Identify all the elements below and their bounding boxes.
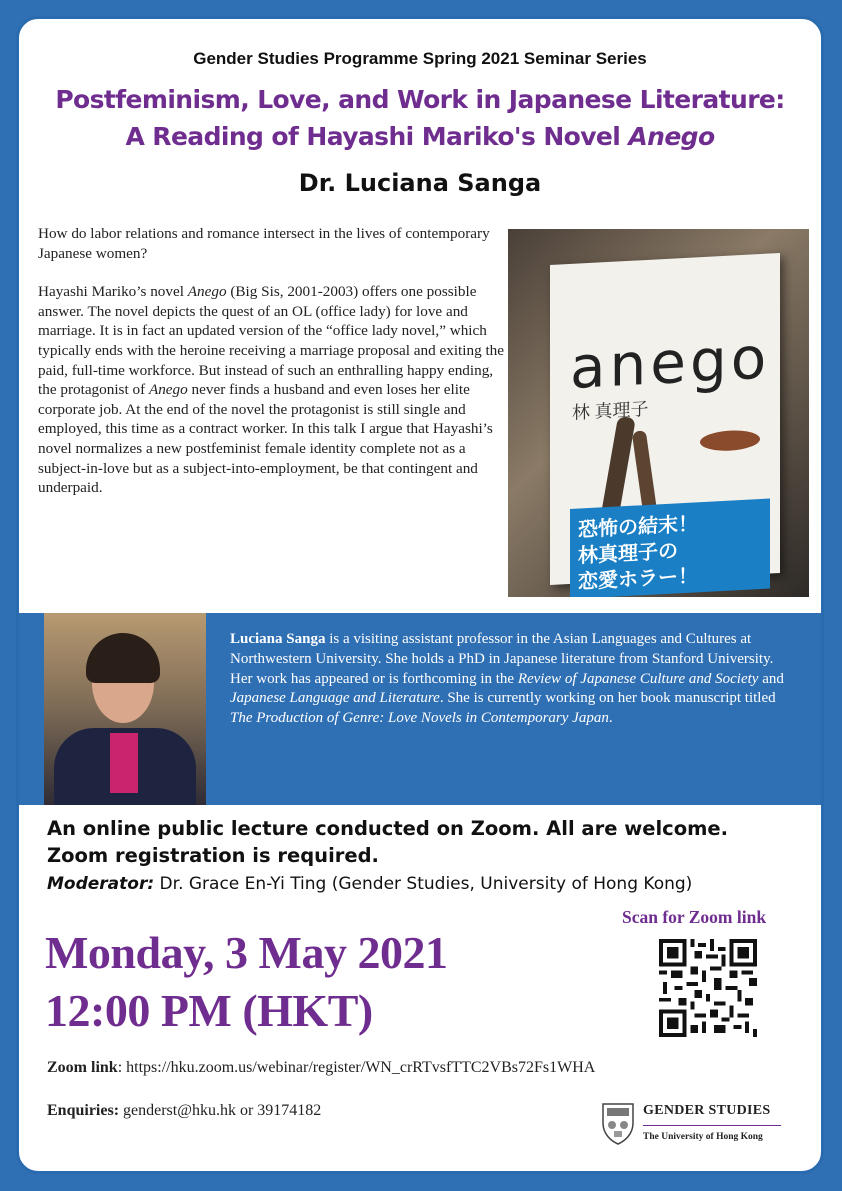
title-line-1: Postfeminism, Love, and Work in Japanese Literature: (55, 85, 785, 114)
book-band (570, 498, 770, 597)
moderator (47, 874, 692, 894)
hku-crest-icon (601, 1101, 635, 1145)
enquiries (47, 1102, 321, 1120)
moderator-value: Dr. Grace En-Yi Ting (Gender Studies, University of Hong Kong) (154, 874, 693, 894)
zoom-link[interactable] (47, 1059, 595, 1077)
notice-line-1: An online public lecture conducted on Zoom. All are welcome. (47, 817, 729, 840)
logo-divider (643, 1125, 781, 1126)
series-heading: Gender Studies Programme Spring 2021 Seminar Series (193, 49, 647, 68)
portrait-hair (86, 633, 160, 683)
abstract-text: never finds a husband and even loses her elite corporate job. At the end of the novel the protagonist is still single and employed, this time as a contract worker. In this talk I argue that Hayashi’s novel normalizes a new postfeminist female identity complete not as a subject-in-love but as a subject-into-employment, be that contingent and underpaid. (38, 381, 493, 497)
event-notice (47, 815, 728, 869)
notice-line-2: Zoom registration is required. (47, 844, 379, 867)
event-time: 12:00 PM (HKT) (45, 985, 373, 1036)
bio-name: Luciana Sanga (230, 631, 326, 647)
title-line-2 (19, 118, 821, 155)
band-line: 恋愛ホラー！ (578, 563, 698, 594)
enquiries-value[interactable]: genderst@hku.hk or 39174182 (119, 1102, 322, 1119)
band-line: 恐怖の結末！ (578, 511, 698, 542)
enquiries-label: Enquiries: (47, 1102, 120, 1119)
abstract-text: Hayashi Mariko’s novel (38, 283, 188, 301)
book-cover-title: anego (570, 323, 771, 402)
bio-publication: Japanese Language and Literature (230, 690, 440, 707)
portrait-top (110, 733, 138, 793)
page-title (19, 81, 821, 155)
book-band-text (578, 510, 698, 594)
abstract-paragraph-1: How do labor relations and romance intersect in the lives of contemporary Japanese women? (38, 225, 490, 262)
bio-text: . (608, 710, 613, 727)
bio-book-title: The Production of Genre: Love Novels in Contemporary Japan (230, 710, 609, 727)
title-line-2-text: A Reading of Hayashi Mariko's Novel (125, 122, 629, 151)
bio-publication: Review of Japanese Culture and Society (517, 670, 759, 687)
book-cover-author: 林 真理子 (572, 398, 649, 423)
logo-title: GENDER STUDIES (643, 1103, 771, 1118)
moderator-label: Moderator: (47, 874, 155, 894)
title-novel-name: Anego (628, 122, 715, 151)
abstract-paragraph-2 (38, 282, 508, 498)
abstract-novel-name: Anego (148, 381, 188, 399)
zoom-link-url[interactable]: : https://hku.zoom.us/webinar/register/WN_crRTvsfTTC2VBs72Fs1WHA (117, 1059, 596, 1076)
cover-art-lips (700, 429, 760, 452)
book-cover-photo (508, 229, 809, 597)
poster (16, 16, 824, 1174)
abstract-text: (Big Sis, 2001-2003) offers one possible answer. The novel depicts the quest of an OL (office lady) for love and marriage. It is in fact an updated version of the “office lady novel,” which typically ends with the heroine receiving a marriage proposal and exiting the paid, full-time workforce. But instead of such an enthralling happy ending, the protagonist of (38, 283, 505, 399)
gender-studies-logo (601, 1101, 801, 1153)
event-datetime (45, 924, 447, 1040)
abstract (38, 224, 508, 517)
bio-text: . She is currently working on her book manuscript titled (439, 690, 776, 707)
book-cover (550, 253, 780, 594)
logo-subtitle: The University of Hong Kong (643, 1132, 763, 1142)
speaker-bio (230, 630, 790, 729)
speaker-bio-section (19, 613, 821, 805)
event-date: Monday, 3 May 2021 (45, 927, 448, 978)
speaker-portrait (44, 613, 206, 805)
band-line: 林真理子の (578, 538, 678, 568)
bio-text: is a visiting assistant professor in the Asian Languages and Cultures at Northwestern University. She holds a PhD in Japanese literature from Stanford University. Her work has appeared or is forthcoming in the (230, 631, 774, 687)
qr-code-icon[interactable] (659, 939, 757, 1037)
abstract-novel-name: Anego (187, 283, 227, 301)
bio-text: and (758, 670, 784, 687)
qr-caption: Scan for Zoom link (622, 907, 767, 927)
zoom-link-label: Zoom link (47, 1059, 118, 1076)
speaker-name: Dr. Luciana Sanga (298, 169, 542, 197)
